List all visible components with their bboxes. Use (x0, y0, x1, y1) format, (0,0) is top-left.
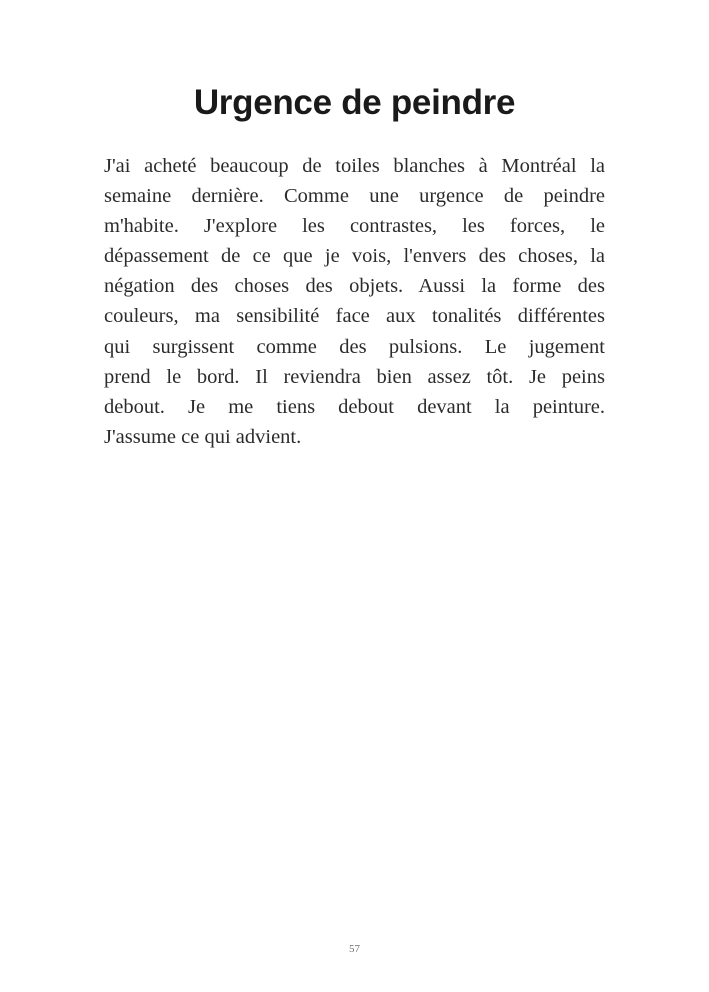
paragraph-line: qui surgissent comme des pulsions. Le jugement (104, 335, 605, 358)
paragraph-line: J'ai acheté beaucoup de toiles blanches à Montréal la (104, 155, 605, 177)
paragraph-line: couleurs, ma sensibilité face aux tonalités différentes (104, 305, 605, 328)
page-number: 57 (349, 943, 360, 955)
paragraph-line: prend le bord. Il reviendra bien assez tôt. Je peins (104, 365, 605, 388)
paragraph-line: semaine dernière. Comme une urgence de peindre (104, 185, 605, 208)
paragraph-line: dépassement de ce que je vois, l'envers des choses, la (104, 245, 605, 268)
paragraph-line: m'habite. J'explore les contrastes, les forces, le (104, 215, 605, 238)
page-title: Urgence de peindre (193, 83, 516, 122)
paragraph-line: négation des choses des objets. Aussi la forme des (104, 275, 605, 298)
body-paragraph (104, 151, 605, 452)
paragraph-line: J'assume ce qui advient. (104, 425, 302, 448)
paragraph-line: debout. Je me tiens debout devant la peinture. (104, 395, 605, 418)
